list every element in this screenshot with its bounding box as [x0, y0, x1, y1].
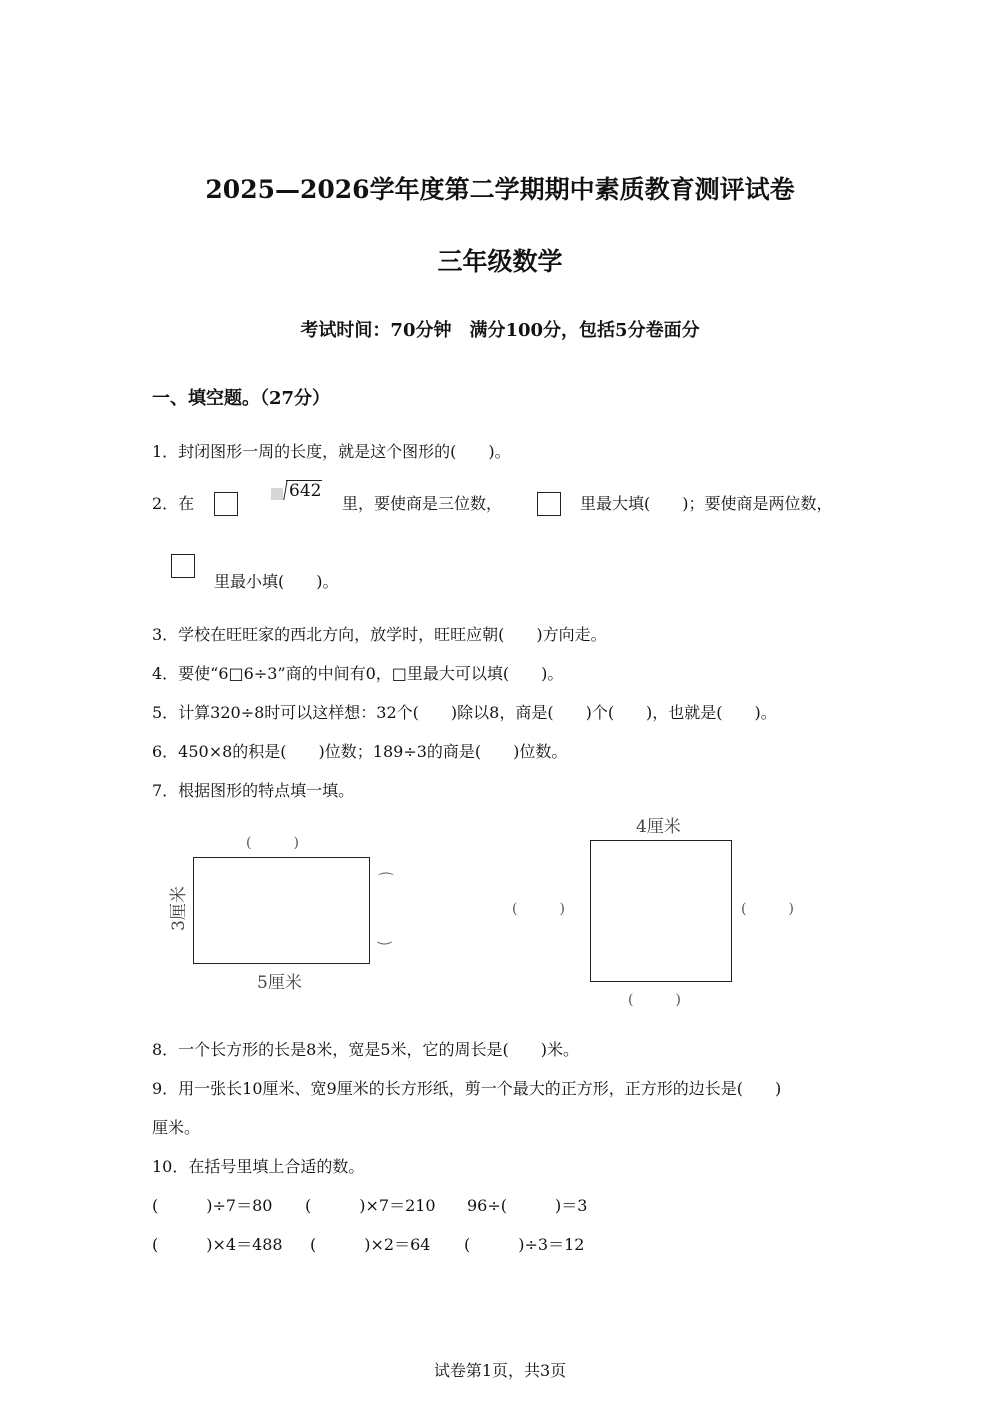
question-1: 1．封闭图形一周的长度，就是这个图形的( )。: [152, 442, 511, 461]
rect-left-label: 3厘米: [168, 886, 189, 931]
question-9-line2: 厘米。: [152, 1118, 201, 1137]
question-7: 7．根据图形的特点填一填。: [152, 781, 355, 800]
rect-top-label: ( ): [246, 835, 299, 851]
answer-box: [214, 492, 238, 516]
equation: ( )×4＝488: [152, 1235, 283, 1254]
question-2-prefix: 2．在: [152, 494, 195, 513]
rectangle-figure: [193, 857, 370, 964]
square-top-label: 4厘米: [636, 817, 681, 837]
rect-right-bottom-label: ‿: [378, 926, 391, 945]
exam-subtitle: 三年级数学: [437, 247, 563, 276]
equation: ( )÷7＝80: [152, 1196, 273, 1215]
equation: 96÷( )＝3: [467, 1196, 588, 1215]
equation: ( )×7＝210: [305, 1196, 436, 1215]
division-symbol: [271, 480, 323, 502]
answer-box: [537, 492, 561, 516]
rect-right-top-label: ⌒: [378, 871, 395, 890]
question-2-part1: 里，要使商是三位数，: [342, 494, 503, 513]
square-bottom-label: ( ): [628, 992, 681, 1008]
dividend: 642: [289, 481, 322, 501]
question-4: 4．要使“6□6÷3”商的中间有0，□里最大可以填( )。: [152, 664, 564, 683]
exam-info: 考试时间：70分钟 满分100分，包括5分卷面分: [300, 320, 700, 341]
section-heading: 一、填空题。（27分）: [152, 388, 331, 409]
square-figure: [590, 840, 732, 982]
question-8: 8．一个长方形的长是8米，宽是5米，它的周长是( )米。: [152, 1040, 580, 1059]
square-right-label: ( ): [741, 901, 794, 917]
question-10: 10．在括号里填上合适的数。: [152, 1157, 365, 1176]
question-9-line1: 9．用一张长10厘米、宽9厘米的长方形纸，剪一个最大的正方形，正方形的边长是( ): [152, 1079, 782, 1098]
question-5: 5．计算320÷8时可以这样想：32个( )除以8，商是( )个( )，也就是( )。: [152, 703, 777, 722]
equation: ( )÷3＝12: [464, 1235, 585, 1254]
question-2-part2: 里最大填( )；要使商是两位数，: [580, 494, 833, 513]
question-2-part3: 里最小填( )。: [214, 572, 339, 591]
exam-title: 2025—2026学年度第二学期期中素质教育测评试卷: [205, 175, 795, 204]
question-6: 6．450×8的积是( )位数；189÷3的商是( )位数。: [152, 742, 568, 761]
equation: ( )×2＝64: [310, 1235, 431, 1254]
rect-bottom-label: 5厘米: [257, 973, 302, 993]
page-footer: 试卷第1页，共3页: [433, 1361, 567, 1380]
question-3: 3．学校在旺旺家的西北方向，放学时，旺旺应朝( )方向走。: [152, 625, 607, 644]
square-left-label: ( ): [512, 901, 565, 917]
answer-box: [171, 554, 195, 578]
